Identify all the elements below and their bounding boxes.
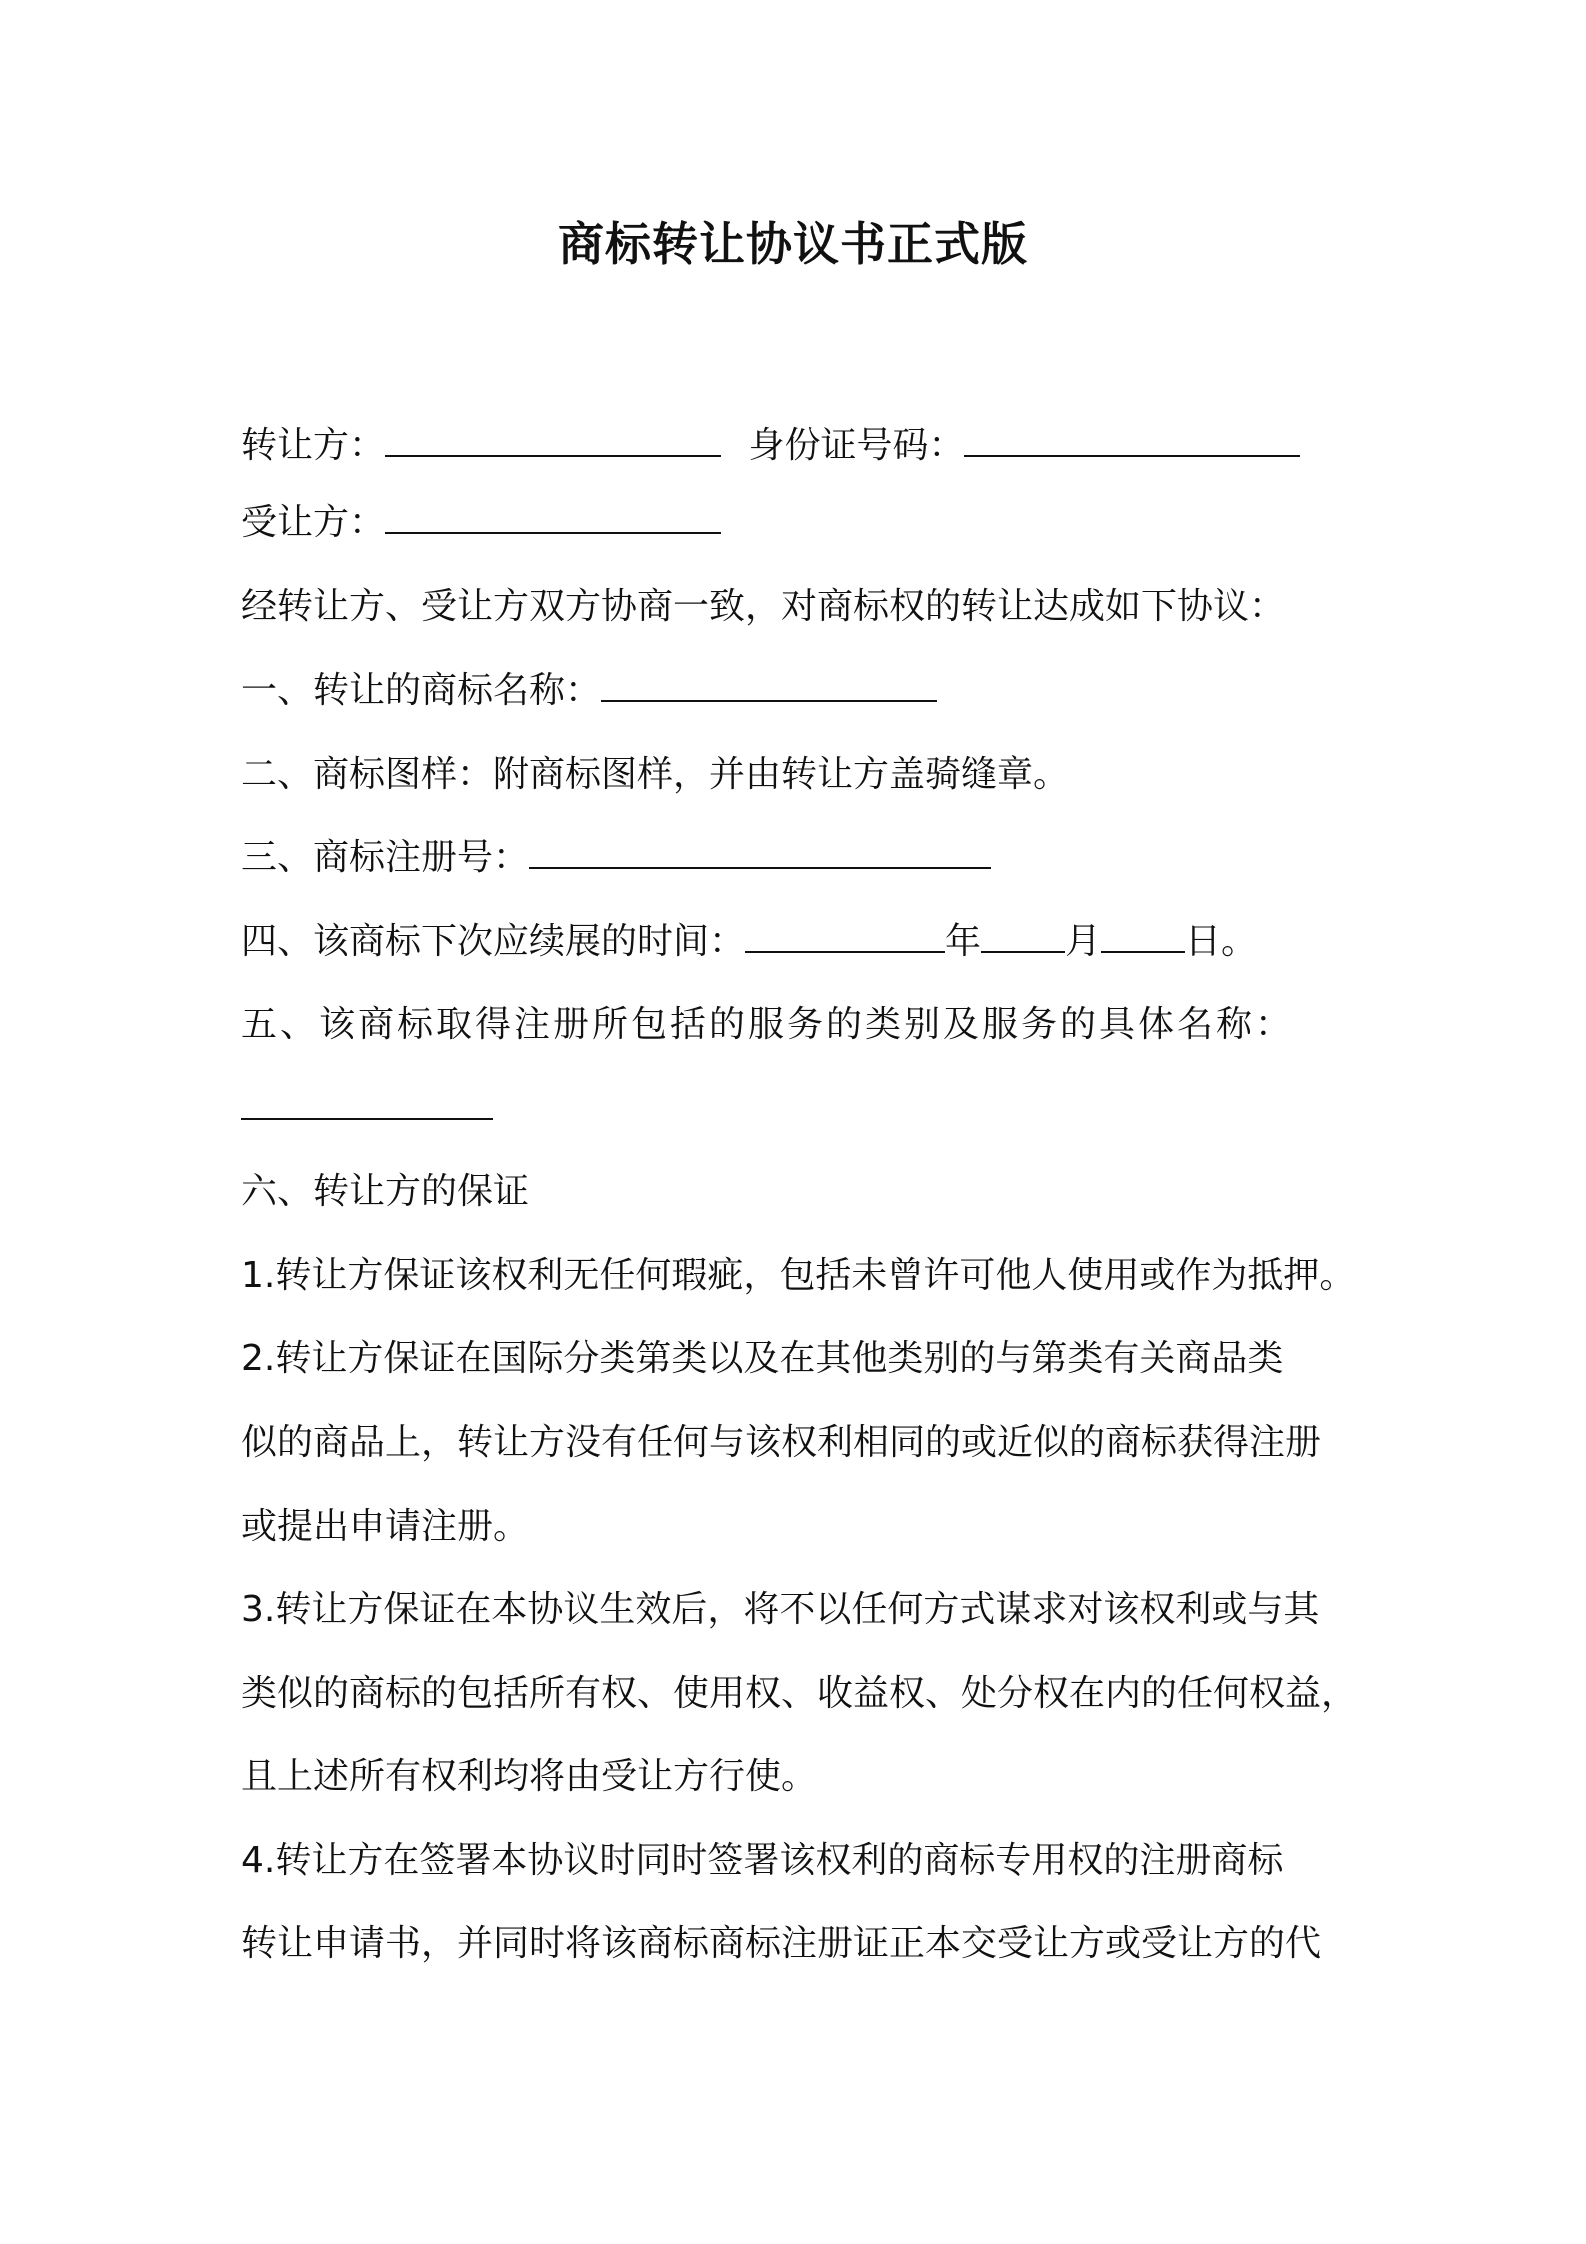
id-number-blank [964, 421, 1300, 457]
month-label: 月 [1065, 921, 1102, 962]
item2-line: 二、商标图样：附商标图样，并由转让方盖骑缝章。 [241, 754, 1070, 795]
registration-number-blank [529, 833, 991, 869]
guarantee-2-line-3: 或提出申请注册。 [241, 1506, 530, 1547]
guarantee-2-line-2: 似的商品上，转让方没有任何与该权利相同的或近似的商标获得注册 [241, 1422, 1322, 1463]
item3-line [241, 833, 991, 883]
item5-blank-line [241, 1084, 493, 1134]
item4-label: 四、该商标下次应续展的时间： [241, 921, 746, 962]
transferor-line [241, 421, 1300, 471]
service-category-blank [241, 1084, 493, 1120]
transferor-label: 转让方： [241, 425, 386, 466]
transferee-line [241, 498, 721, 548]
guarantee-2-line-1: 2.转让方保证在国际分类第类以及在其他类别的与第类有关商品类 [241, 1338, 1284, 1379]
item6-line: 六、转让方的保证 [241, 1171, 530, 1212]
trademark-name-blank [601, 666, 937, 702]
guarantee-4-line-2: 转让申请书，并同时将该商标商标注册证正本交受让方或受让方的代 [241, 1923, 1322, 1964]
renewal-month-blank [981, 917, 1065, 953]
guarantee-1: 1.转让方保证该权利无任何瑕疵，包括未曾许可他人使用或作为抵押。 [241, 1255, 1356, 1296]
item1-label: 一、转让的商标名称： [241, 670, 602, 711]
document-title: 商标转让协议书正式版 [558, 217, 1028, 271]
renewal-year-blank [745, 917, 945, 953]
item4-line [241, 917, 1257, 967]
transferee-blank [385, 498, 721, 534]
id-number-label: 身份证号码： [748, 425, 965, 466]
renewal-day-blank [1101, 917, 1185, 953]
transferor-blank [385, 421, 721, 457]
intro-line: 经转让方、受让方双方协商一致，对商标权的转让达成如下协议： [241, 586, 1286, 627]
guarantee-4-line-1: 4.转让方在签署本协议时同时签署该权利的商标专用权的注册商标 [241, 1840, 1284, 1881]
item5-line: 五、该商标取得注册所包括的服务的类别及服务的具体名称： [241, 1004, 1295, 1045]
item3-label: 三、商标注册号： [241, 837, 530, 878]
guarantee-3-line-2: 类似的商标的包括所有权、使用权、收益权、处分权在内的任何权益， [241, 1673, 1358, 1714]
year-label: 年 [945, 921, 982, 962]
day-label: 日。 [1185, 921, 1258, 962]
transferee-label: 受让方： [241, 502, 386, 543]
guarantee-3-line-1: 3.转让方保证在本协议生效后，将不以任何方式谋求对该权利或与其 [241, 1589, 1320, 1630]
guarantee-3-line-3: 且上述所有权利均将由受让方行使。 [241, 1756, 818, 1797]
item1-line [241, 666, 937, 716]
